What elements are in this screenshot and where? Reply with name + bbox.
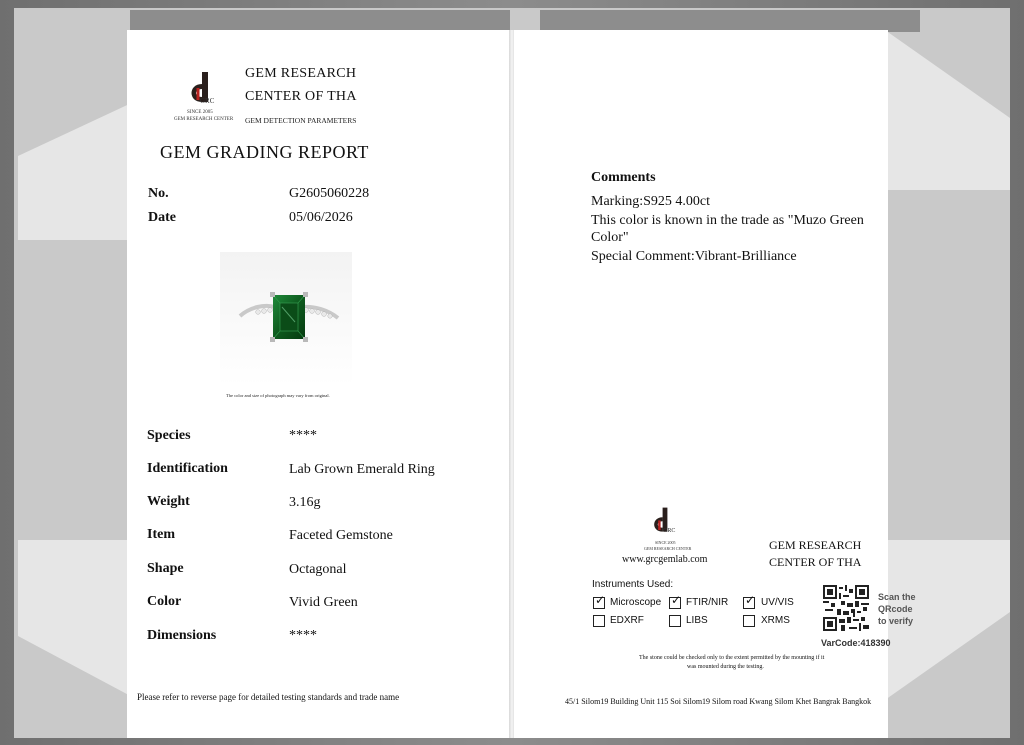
report-no-label: No.: [148, 186, 169, 201]
identification-value: Lab Grown Emerald Ring: [289, 462, 435, 477]
report-title: GEM GRADING REPORT: [160, 142, 369, 162]
small-logo-org: GEM RESEARCH CENTER: [644, 546, 692, 551]
emerald-ring-image: [220, 252, 352, 386]
report-no-value: G2605060228: [289, 186, 370, 201]
species-label: Species: [147, 428, 191, 443]
small-logo-since: SINCE 2005: [655, 540, 676, 545]
shape-label: Shape: [147, 561, 184, 576]
uv-vis-label: UV/VIS: [761, 597, 794, 608]
weight-value: 3.16g: [289, 495, 321, 510]
comments-title: Comments: [591, 170, 656, 185]
disclaimer-line2: was mounted during the testing.: [687, 664, 764, 670]
shape-value: Octagonal: [289, 562, 347, 577]
disclaimer-line1: The stone could be checked only to the extent permitted by the mounting if it: [639, 655, 825, 661]
folder-top-band: [130, 10, 510, 32]
scan-text-line3: to verify: [878, 616, 914, 626]
edxrf-label: EDXRF: [610, 615, 644, 626]
item-value: Faceted Gemstone: [289, 528, 393, 543]
libs-checkbox[interactable]: [669, 615, 681, 627]
microscope-checkbox[interactable]: ✓: [595, 593, 606, 607]
logo-org-name: GEM RESEARCH CENTER: [174, 117, 234, 122]
identification-label: Identification: [147, 461, 228, 476]
uv-vis-checkbox[interactable]: ✓: [745, 593, 756, 607]
detection-subtitle: GEM DETECTION PARAMETERS: [245, 116, 357, 125]
dimensions-value: ****: [289, 628, 317, 643]
folder-top-band-right: [540, 10, 920, 32]
edxrf-checkbox[interactable]: [593, 615, 605, 627]
comment-special: Special Comment:Vibrant-Brilliance: [591, 249, 797, 264]
logo-letters: GRC: [200, 97, 215, 105]
species-value: ****: [289, 428, 317, 443]
item-label: Item: [147, 527, 175, 542]
report-page-right: [514, 30, 888, 738]
right-org-line2: CENTER OF THA: [769, 555, 862, 569]
color-value: Vivid Green: [289, 595, 358, 610]
photo-caption: The color and size of photograph may vary from original.: [226, 393, 330, 398]
org-name-line2: CENTER OF THA: [245, 89, 357, 104]
scan-text-line2: QRcode: [878, 604, 913, 614]
gemstone-photo: [220, 252, 352, 386]
libs-label: LIBS: [686, 615, 708, 626]
reverse-page-note: Please refer to reverse page for detailed testing standards and trade name: [137, 692, 400, 702]
xrms-checkbox[interactable]: [743, 615, 755, 627]
ftir-nir-checkbox[interactable]: ✓: [671, 593, 682, 607]
comment-marking: Marking:S925 4.00ct: [591, 194, 710, 209]
report-date-label: Date: [148, 210, 176, 225]
report-date-value: 05/06/2026: [289, 210, 353, 225]
comment-color-trade-cont: Color": [591, 230, 629, 245]
xrms-label: XRMS: [761, 615, 790, 626]
instruments-heading: Instruments Used:: [592, 579, 674, 590]
weight-label: Weight: [147, 494, 190, 509]
lab-address: 45/1 Silom19 Building Unit 115 Soi Silom19 Silom road Kwang Silom Khet Bangrak Bangkok: [565, 697, 872, 706]
right-org-line1: GEM RESEARCH: [769, 538, 862, 552]
dimensions-label: Dimensions: [147, 628, 217, 643]
verification-qr-code[interactable]: [823, 585, 869, 631]
comment-color-trade: This color is known in the trade as "Muzo Green: [591, 213, 864, 228]
scan-text-line1: Scan the: [878, 592, 916, 602]
org-name-line1: GEM RESEARCH: [245, 66, 357, 81]
small-logo-letters: GRC: [663, 528, 676, 534]
color-label: Color: [147, 594, 182, 609]
varcode: VarCode:418390: [821, 638, 891, 648]
microscope-label: Microscope: [610, 597, 662, 608]
website-link[interactable]: www.grcgemlab.com: [622, 554, 708, 565]
ftir-nir-label: FTIR/NIR: [686, 597, 729, 608]
logo-since: SINCE 2005: [187, 110, 213, 115]
